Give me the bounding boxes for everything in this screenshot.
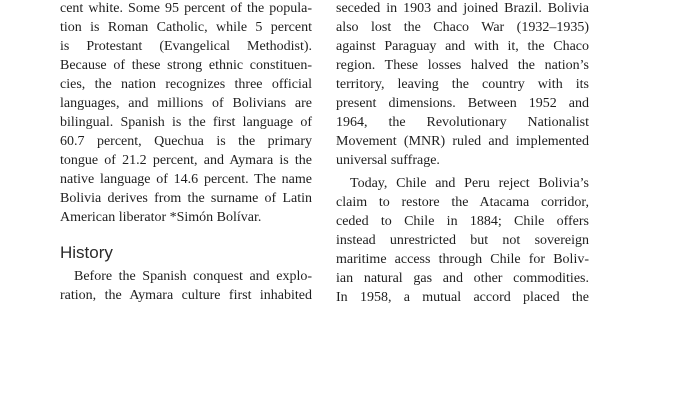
text-line: maritime access through Chile for Boliv- bbox=[336, 252, 589, 267]
text-line: ceded to Chile in 1884; Chile offers bbox=[336, 214, 589, 229]
left-column-paragraph-2 bbox=[60, 267, 312, 305]
text-line: tion is Roman Catholic, while 5 percent bbox=[60, 20, 312, 35]
text-line: region. These losses halved the nation’s bbox=[336, 58, 589, 73]
text-line: bilingual. Spanish is the first language of bbox=[60, 115, 312, 130]
text-line: cies, the nation recognizes three official bbox=[60, 77, 312, 92]
text-line: is Protestant (Evangelical Methodist). bbox=[60, 39, 312, 54]
text-line: native language of 14.6 percent. The name bbox=[60, 172, 312, 187]
text-line: Movement (MNR) ruled and implemented bbox=[336, 134, 589, 149]
text-line: also lost the Chaco War (1932–1935) bbox=[336, 20, 589, 35]
text-line: claim to restore the Atacama corridor, bbox=[336, 195, 589, 210]
text-line: American liberator *Simón Bolívar. bbox=[60, 210, 262, 225]
text-line: ration, the Aymara culture first inhabited bbox=[60, 288, 312, 303]
text-line: Before the Spanish conquest and explo- bbox=[74, 269, 312, 284]
text-line: against Paraguay and with it, the Chaco bbox=[336, 39, 589, 54]
text-line: Today, Chile and Peru reject Bolivia’s bbox=[350, 176, 589, 191]
text-line: seceded in 1903 and joined Brazil. Bolivia bbox=[336, 1, 589, 16]
text-line: In 1958, a mutual accord placed the bbox=[336, 290, 589, 305]
text-line: 1964, the Revolutionary Nationalist bbox=[336, 115, 589, 130]
text-line: ian natural gas and other commodities. bbox=[336, 271, 589, 286]
text-line: cent white. Some 95 percent of the popula- bbox=[60, 1, 312, 16]
text-line: 60.7 percent, Quechua is the primary bbox=[60, 134, 312, 149]
text-line: languages, and millions of Bolivians are bbox=[60, 96, 312, 111]
left-column-paragraph-1 bbox=[60, 0, 312, 227]
text-line: tongue of 21.2 percent, and Aymara is the bbox=[60, 153, 312, 168]
text-line: Bolivia derives from the surname of Latin bbox=[60, 191, 312, 206]
right-column-paragraph-1 bbox=[336, 0, 589, 170]
section-heading-history: History bbox=[60, 243, 113, 262]
right-column-paragraph-2 bbox=[336, 174, 589, 307]
text-line: instead unrestricted but not sovereign bbox=[336, 233, 589, 248]
text-line: Because of these strong ethnic constituen- bbox=[60, 58, 312, 73]
text-line: territory, leaving the country with its bbox=[336, 77, 589, 92]
text-line: universal suffrage. bbox=[336, 153, 440, 168]
text-line: present dimensions. Between 1952 and bbox=[336, 96, 589, 111]
